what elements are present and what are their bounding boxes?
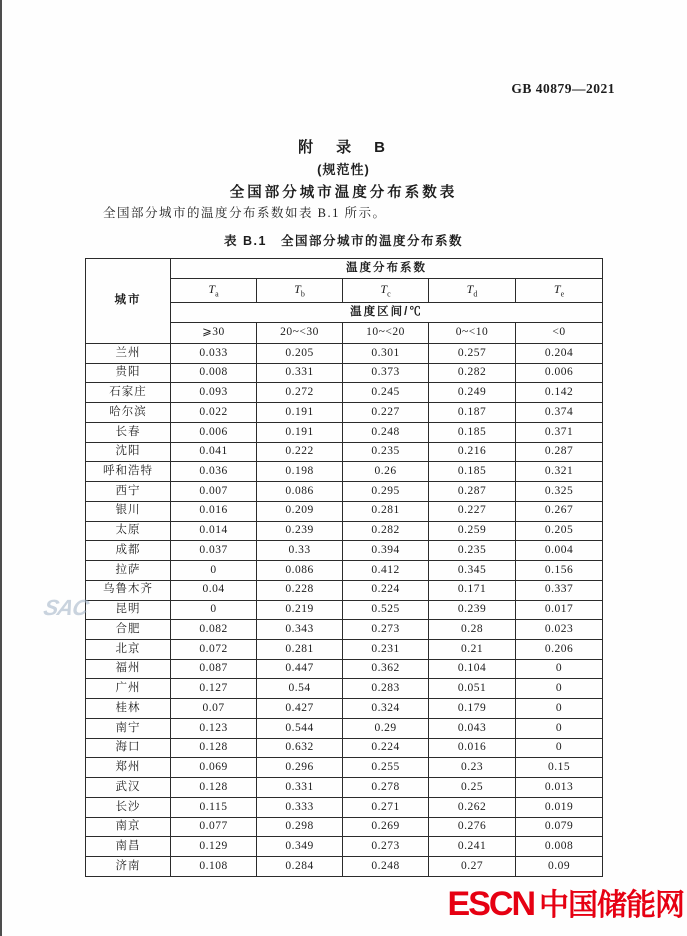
coefficient-value: 0.281 xyxy=(257,640,343,660)
coefficient-value: 0.204 xyxy=(516,344,603,364)
coefficient-value: 0.412 xyxy=(343,561,429,581)
coefficient-value: 0.205 xyxy=(516,521,603,541)
coefficient-value: 0.267 xyxy=(516,501,603,521)
coefficient-value: 0.129 xyxy=(171,837,257,857)
coefficient-value: 0.104 xyxy=(429,659,516,679)
coefficient-value: 0.222 xyxy=(257,442,343,462)
city-name: 贵阳 xyxy=(86,363,171,383)
coefficient-value: 0.284 xyxy=(257,857,343,877)
table-row xyxy=(86,462,603,482)
table-header xyxy=(86,259,603,344)
coefficient-value: 0.287 xyxy=(429,482,516,502)
coefficient-value: 0.282 xyxy=(343,521,429,541)
table-row xyxy=(86,797,603,817)
table-row xyxy=(86,344,603,364)
coefficient-value: 0.051 xyxy=(429,679,516,699)
coefficient-value: 0.036 xyxy=(171,462,257,482)
table-row xyxy=(86,640,603,660)
coefficient-value: 0.273 xyxy=(343,837,429,857)
coefficient-symbol: $T_a$ xyxy=(171,279,257,303)
coefficient-value: 0.219 xyxy=(257,600,343,620)
coefficient-value: 0.345 xyxy=(429,561,516,581)
coefficient-value: 0 xyxy=(516,718,603,738)
city-name: 兰州 xyxy=(86,344,171,364)
coefficient-value: 0.525 xyxy=(343,600,429,620)
interval-range-label: 10~<20 xyxy=(343,323,429,344)
intro-paragraph: 全国部分城市的温度分布系数如表 B.1 所示。 xyxy=(103,206,387,220)
interval-range-label: 20~<30 xyxy=(257,323,343,344)
coefficient-value: 0.077 xyxy=(171,817,257,837)
coefficient-value: 0.321 xyxy=(516,462,603,482)
coefficient-value: 0.23 xyxy=(429,758,516,778)
city-name: 长沙 xyxy=(86,797,171,817)
coefficient-value: 0.179 xyxy=(429,699,516,719)
coefficient-value: 0.21 xyxy=(429,640,516,660)
coefficient-value: 0.26 xyxy=(343,462,429,482)
coefficient-value: 0.241 xyxy=(429,837,516,857)
table-row xyxy=(86,363,603,383)
coefficient-value: 0.287 xyxy=(516,442,603,462)
appendix-normative-label: (规范性) xyxy=(317,162,370,177)
table-caption: 表 B.1 全国部分城市的温度分布系数 xyxy=(224,234,463,248)
coefficient-value: 0.128 xyxy=(171,778,257,798)
coefficient-value: 0.259 xyxy=(429,521,516,541)
coefficient-value: 0.324 xyxy=(343,699,429,719)
coefficient-value: 0.205 xyxy=(257,344,343,364)
appendix-subtitle: 全国部分城市温度分布系数表 xyxy=(229,185,458,201)
coefficient-value: 0 xyxy=(516,699,603,719)
coefficients-table xyxy=(85,258,603,877)
coefficient-value: 0.069 xyxy=(171,758,257,778)
coefficient-symbol: $T_c$ xyxy=(343,279,429,303)
coefficient-value: 0.278 xyxy=(343,778,429,798)
coefficient-value: 0.27 xyxy=(429,857,516,877)
coefficient-value: 0 xyxy=(516,659,603,679)
header-city: 城市 xyxy=(86,259,171,344)
coefficient-value: 0.333 xyxy=(257,797,343,817)
coefficient-value: 0.325 xyxy=(516,482,603,502)
table-row xyxy=(86,580,603,600)
coefficient-value: 0.013 xyxy=(516,778,603,798)
table-row xyxy=(86,778,603,798)
sac-watermark: SAC xyxy=(41,595,91,620)
coefficient-value: 0.016 xyxy=(429,738,516,758)
coefficient-value: 0.245 xyxy=(343,383,429,403)
coefficient-value: 0.09 xyxy=(516,857,603,877)
coefficient-value: 0.262 xyxy=(429,797,516,817)
coefficient-value: 0.017 xyxy=(516,600,603,620)
header-temperature-interval: 温度区间/℃ xyxy=(171,303,603,323)
coefficient-value: 0.331 xyxy=(257,363,343,383)
coefficient-value: 0.127 xyxy=(171,679,257,699)
coefficient-value: 0.349 xyxy=(257,837,343,857)
city-name: 福州 xyxy=(86,659,171,679)
coefficient-value: 0.008 xyxy=(516,837,603,857)
coefficient-value: 0.008 xyxy=(171,363,257,383)
coefficient-value: 0.185 xyxy=(429,422,516,442)
header-coefficient-group: 温度分布系数 xyxy=(171,259,603,279)
coefficient-value: 0.123 xyxy=(171,718,257,738)
coefficient-value: 0.156 xyxy=(516,561,603,581)
coefficient-value: 0.235 xyxy=(343,442,429,462)
coefficient-value: 0.086 xyxy=(257,482,343,502)
coefficient-value: 0.273 xyxy=(343,620,429,640)
city-name: 拉萨 xyxy=(86,561,171,581)
coefficient-value: 0.07 xyxy=(171,699,257,719)
coefficient-value: 0.362 xyxy=(343,659,429,679)
table-row xyxy=(86,442,603,462)
coefficient-value: 0.079 xyxy=(516,817,603,837)
table-row xyxy=(86,817,603,837)
coefficient-value: 0.043 xyxy=(429,718,516,738)
coefficient-value: 0.276 xyxy=(429,817,516,837)
coefficient-value: 0.29 xyxy=(343,718,429,738)
coefficient-symbol: $T_d$ xyxy=(429,279,516,303)
table-row xyxy=(86,482,603,502)
coefficient-value: 0.248 xyxy=(343,857,429,877)
standard-number: GB 40879—2021 xyxy=(511,81,615,96)
coefficient-value: 0.087 xyxy=(171,659,257,679)
coefficient-value: 0.227 xyxy=(343,403,429,423)
coefficient-value: 0.037 xyxy=(171,541,257,561)
table-row xyxy=(86,521,603,541)
coefficient-value: 0.227 xyxy=(429,501,516,521)
coefficient-value: 0.023 xyxy=(516,620,603,640)
table-row xyxy=(86,403,603,423)
coefficient-value: 0.54 xyxy=(257,679,343,699)
city-name: 太原 xyxy=(86,521,171,541)
coefficient-value: 0.231 xyxy=(343,640,429,660)
city-name: 乌鲁木齐 xyxy=(86,580,171,600)
city-name: 武汉 xyxy=(86,778,171,798)
coefficient-value: 0.298 xyxy=(257,817,343,837)
table-row xyxy=(86,541,603,561)
coefficient-value: 0 xyxy=(171,561,257,581)
coefficient-value: 0.295 xyxy=(343,482,429,502)
coefficient-value: 0.187 xyxy=(429,403,516,423)
interval-range-label: 0~<10 xyxy=(429,323,516,344)
table-row xyxy=(86,857,603,877)
city-name: 呼和浩特 xyxy=(86,462,171,482)
coefficient-value: 0.337 xyxy=(516,580,603,600)
table-row xyxy=(86,561,603,581)
coefficient-value: 0.006 xyxy=(516,363,603,383)
escn-watermark xyxy=(448,880,684,924)
coefficient-value: 0.007 xyxy=(171,482,257,502)
coefficient-value: 0.301 xyxy=(343,344,429,364)
table-row xyxy=(86,383,603,403)
coefficient-value: 0.331 xyxy=(257,778,343,798)
coefficient-value: 0.15 xyxy=(516,758,603,778)
table-row xyxy=(86,837,603,857)
city-name: 成都 xyxy=(86,541,171,561)
appendix-heading: 附 录 B xyxy=(298,139,389,156)
coefficient-value: 0.272 xyxy=(257,383,343,403)
coefficient-value: 0.016 xyxy=(171,501,257,521)
coefficient-value: 0.373 xyxy=(343,363,429,383)
coefficient-value: 0.171 xyxy=(429,580,516,600)
coefficient-symbol: $T_e$ xyxy=(516,279,603,303)
coefficient-value: 0.257 xyxy=(429,344,516,364)
coefficient-value: 0.082 xyxy=(171,620,257,640)
city-name: 石家庄 xyxy=(86,383,171,403)
coefficient-value: 0.239 xyxy=(257,521,343,541)
table-row xyxy=(86,501,603,521)
coefficient-value: 0.033 xyxy=(171,344,257,364)
city-name: 南昌 xyxy=(86,837,171,857)
city-name: 北京 xyxy=(86,640,171,660)
coefficient-value: 0.191 xyxy=(257,422,343,442)
coefficient-value: 0.371 xyxy=(516,422,603,442)
coefficient-value: 0.25 xyxy=(429,778,516,798)
escn-logo-chinese: 中国储能网 xyxy=(539,889,684,922)
coefficient-value: 0.224 xyxy=(343,738,429,758)
coefficient-value: 0.093 xyxy=(171,383,257,403)
coefficient-value: 0.224 xyxy=(343,580,429,600)
table-body xyxy=(86,344,603,877)
coefficient-value: 0 xyxy=(516,679,603,699)
coefficient-value: 0.632 xyxy=(257,738,343,758)
table-row xyxy=(86,422,603,442)
coefficient-value: 0.283 xyxy=(343,679,429,699)
table-row xyxy=(86,699,603,719)
city-name: 合肥 xyxy=(86,620,171,640)
coefficient-symbol: $T_b$ xyxy=(257,279,343,303)
city-name: 沈阳 xyxy=(86,442,171,462)
city-name: 银川 xyxy=(86,501,171,521)
city-name: 海口 xyxy=(86,738,171,758)
coefficient-value: 0.249 xyxy=(429,383,516,403)
coefficient-value: 0.185 xyxy=(429,462,516,482)
coefficient-value: 0 xyxy=(171,600,257,620)
coefficient-value: 0.427 xyxy=(257,699,343,719)
escn-logo-latin: ESCN xyxy=(447,885,534,923)
coefficient-value: 0.271 xyxy=(343,797,429,817)
table-row xyxy=(86,600,603,620)
coefficient-value: 0.108 xyxy=(171,857,257,877)
coefficient-value: 0.239 xyxy=(429,600,516,620)
coefficient-value: 0.206 xyxy=(516,640,603,660)
coefficient-value: 0.006 xyxy=(171,422,257,442)
coefficient-value: 0.142 xyxy=(516,383,603,403)
coefficient-value: 0.343 xyxy=(257,620,343,640)
city-name: 哈尔滨 xyxy=(86,403,171,423)
coefficient-value: 0.128 xyxy=(171,738,257,758)
coefficient-value: 0.004 xyxy=(516,541,603,561)
coefficient-value: 0.281 xyxy=(343,501,429,521)
coefficient-value: 0.248 xyxy=(343,422,429,442)
coefficient-value: 0.072 xyxy=(171,640,257,660)
city-name: 广州 xyxy=(86,679,171,699)
coefficient-value: 0.115 xyxy=(171,797,257,817)
coefficient-value: 0.394 xyxy=(343,541,429,561)
table-row xyxy=(86,758,603,778)
coefficient-value: 0.022 xyxy=(171,403,257,423)
coefficient-value: 0.255 xyxy=(343,758,429,778)
city-name: 济南 xyxy=(86,857,171,877)
coefficient-value: 0.235 xyxy=(429,541,516,561)
coefficient-value: 0.269 xyxy=(343,817,429,837)
coefficient-value: 0.216 xyxy=(429,442,516,462)
coefficient-value: 0.086 xyxy=(257,561,343,581)
coefficient-value: 0.191 xyxy=(257,403,343,423)
table-row xyxy=(86,718,603,738)
coefficient-value: 0.04 xyxy=(171,580,257,600)
coefficient-value: 0.282 xyxy=(429,363,516,383)
coefficient-value: 0.019 xyxy=(516,797,603,817)
coefficient-value: 0.198 xyxy=(257,462,343,482)
table-row xyxy=(86,620,603,640)
table-row xyxy=(86,679,603,699)
coefficient-value: 0.544 xyxy=(257,718,343,738)
coefficient-value: 0 xyxy=(516,738,603,758)
coefficient-value: 0.447 xyxy=(257,659,343,679)
city-name: 南宁 xyxy=(86,718,171,738)
coefficient-value: 0.296 xyxy=(257,758,343,778)
table-row xyxy=(86,738,603,758)
coefficient-value: 0.33 xyxy=(257,541,343,561)
city-name: 昆明 xyxy=(86,600,171,620)
city-name: 长春 xyxy=(86,422,171,442)
city-name: 桂林 xyxy=(86,699,171,719)
coefficient-value: 0.041 xyxy=(171,442,257,462)
coefficient-value: 0.228 xyxy=(257,580,343,600)
interval-range-label: ⩾30 xyxy=(171,323,257,344)
coefficient-value: 0.209 xyxy=(257,501,343,521)
table-row xyxy=(86,659,603,679)
city-name: 西宁 xyxy=(86,482,171,502)
city-name: 郑州 xyxy=(86,758,171,778)
interval-range-label: <0 xyxy=(516,323,603,344)
coefficient-value: 0.374 xyxy=(516,403,603,423)
coefficient-value: 0.28 xyxy=(429,620,516,640)
coefficient-value: 0.014 xyxy=(171,521,257,541)
city-name: 南京 xyxy=(86,817,171,837)
